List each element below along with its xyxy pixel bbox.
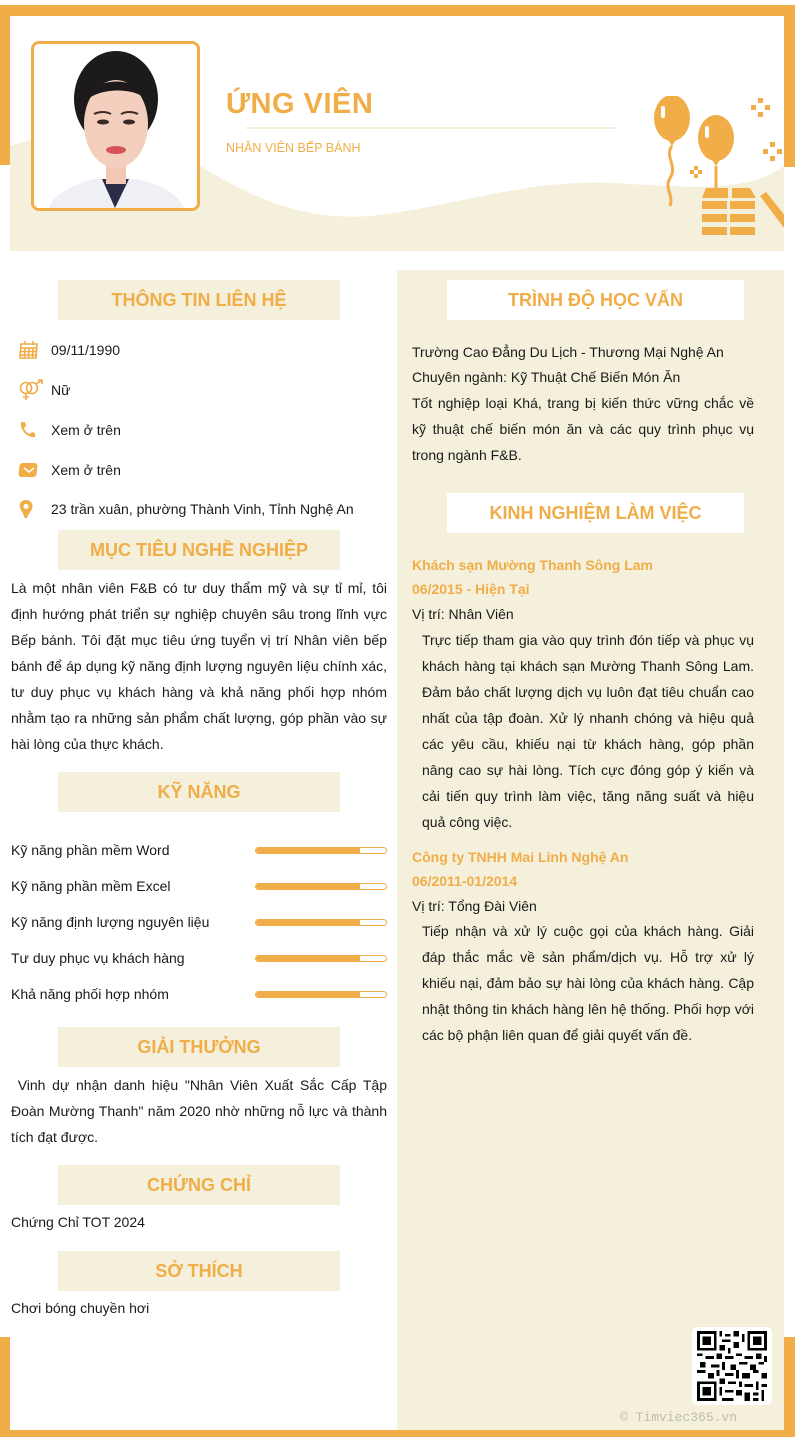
section-title-experience: KINH NGHIỆM LÀM VIỆC <box>447 493 744 533</box>
education-description: Tốt nghiệp loại Khá, trang bị kiến thức vững chắc về kỹ thuật chế biến món ăn và các quy trình phục vụ trong ngành F&B. <box>412 395 754 463</box>
name-divider <box>246 127 616 129</box>
awards-text: Vinh dự nhận danh hiệu "Nhân Viên Xuất Sắc Cấp Tập Đoàn Mường Thanh" năm 2020 nhờ những nỗ lực và thành tích đạt được. <box>11 1077 391 1145</box>
contact-phone: Xem ở trên <box>51 422 121 438</box>
contact-gender: Nữ <box>51 382 71 398</box>
hobbies-text: Chơi bóng chuyền hơi <box>11 1300 150 1316</box>
certificates-text: Chứng Chỉ TOT 2024 <box>11 1214 145 1230</box>
candidate-photo <box>34 44 197 208</box>
contact-item-phone <box>18 418 121 442</box>
watermark-text: © Timviec365.vn <box>620 1410 738 1425</box>
job-period: 06/2015 - Hiện Tại <box>412 581 530 597</box>
skill-bar <box>255 847 387 854</box>
frame-top-bar <box>0 5 795 16</box>
job-position: Vị trí: Nhân Viên <box>412 606 514 622</box>
skill-bar <box>255 991 387 998</box>
contact-item-birthdate <box>18 338 120 362</box>
section-title-objective: MỤC TIÊU NGHỀ NGHIỆP <box>58 530 340 570</box>
frame-left-bottom-bar <box>0 1337 10 1437</box>
contact-address: 23 trần xuân, phường Thành Vinh, Tỉnh Nghệ An <box>51 501 354 517</box>
cv-header <box>10 16 784 251</box>
education-school: Trường Cao Đẳng Du Lịch - Thương Mại Nghệ An <box>412 344 724 360</box>
contact-email: Xem ở trên <box>51 462 121 478</box>
job-period: 06/2011-01/2014 <box>412 873 518 889</box>
contact-item-address <box>18 497 354 521</box>
skill-bar <box>255 955 387 962</box>
skill-bar-fill <box>256 884 360 889</box>
skill-row <box>11 912 387 932</box>
skill-row <box>11 948 387 968</box>
skill-row <box>11 984 387 1004</box>
frame-right-bottom-bar <box>784 1337 795 1437</box>
objective-text: Là một nhân viên F&B có tư duy thẩm mỹ và sự tỉ mỉ, tôi định hướng phát triển sự nghiệp chuyên sâu trong lĩnh vực Bếp bánh. Tôi đặt mục tiêu ứng tuyển vị trí Nhân viên bếp bánh để áp dụng kỹ năng định lượng nguyên liệu chính xác, tư duy phục vụ khách hàng và khả năng phối hợp nhóm nhằm tạo ra những sản phẩm chất lượng, góp phần vào sự hài lòng của thực khách. <box>11 580 387 752</box>
candidate-name: ỨNG VIÊN <box>226 88 374 120</box>
job-position: Vị trí: Tổng Đài Viên <box>412 898 537 914</box>
job-title: NHÂN VIÊN BẾP BÁNH <box>226 141 361 155</box>
job-company: Công ty TNHH Mai Linh Nghệ An <box>412 849 629 865</box>
skill-label: Kỹ năng phần mềm Excel <box>11 878 171 894</box>
skill-label: Kỹ năng định lượng nguyên liệu <box>11 914 210 930</box>
section-title-awards: GIẢI THƯỞNG <box>58 1027 340 1067</box>
skill-bar-fill <box>256 920 360 925</box>
job-description: Tiếp nhận và xử lý cuộc gọi của khách hàng. Giải đáp thắc mắc về sản phẩm/dịch vụ. Hỗ trợ xử lý khiếu nại, đảm bảo sự hài lòng của khách hàng. Cập nhật thông tin khách hàng lên hệ thống. Phối hợp với các bộ phận liên quan để giải quyết vấn đề. <box>422 923 754 1043</box>
frame-bottom-bar <box>0 1430 795 1437</box>
contact-item-gender <box>18 378 70 402</box>
section-title-education: TRÌNH ĐỘ HỌC VẤN <box>447 280 744 320</box>
location-pin-icon <box>18 498 44 520</box>
skill-bar <box>255 919 387 926</box>
section-title-skills: KỸ NĂNG <box>58 772 340 812</box>
skill-bar-fill <box>256 992 360 997</box>
qr-code-icon[interactable] <box>692 1327 772 1405</box>
gender-icon <box>18 379 44 401</box>
calendar-icon <box>18 339 44 361</box>
contact-item-email <box>18 458 121 482</box>
frame-left-bar <box>0 5 10 165</box>
job-company: Khách sạn Mường Thanh Sông Lam <box>412 557 653 573</box>
contact-birthdate: 09/11/1990 <box>51 342 121 358</box>
skill-label: Khả năng phối hợp nhóm <box>11 986 169 1002</box>
skill-row <box>11 876 387 896</box>
section-title-certificates: CHỨNG CHỈ <box>58 1165 340 1205</box>
balloons-gift-icon <box>650 96 784 251</box>
skill-row <box>11 840 387 860</box>
email-icon <box>18 459 44 481</box>
section-title-hobbies: SỞ THÍCH <box>58 1251 340 1291</box>
skill-label: Kỹ năng phần mềm Word <box>11 842 170 858</box>
skill-label: Tư duy phục vụ khách hàng <box>11 950 185 966</box>
skill-bar-fill <box>256 956 360 961</box>
education-major: Chuyên ngành: Kỹ Thuật Chế Biến Món Ăn <box>412 369 681 385</box>
skill-bar-fill <box>256 848 360 853</box>
avatar <box>31 41 200 211</box>
skill-bar <box>255 883 387 890</box>
job-description: Trực tiếp tham gia vào quy trình đón tiếp và phục vụ khách hàng tại khách sạn Mường Thanh Sông Lam. Đảm bảo chất lượng dịch vụ luôn đạt tiêu chuẩn cao nhất của tập đoàn. Xử lý nhanh chóng và hiệu quả các yêu cầu, khiếu nại từ khách hàng, góp phần nâng cao sự hài lòng. Tích cực đóng góp ý kiến và cải tiến quy trình làm việc, tăng năng suất và hiệu quả công việc. <box>422 632 754 830</box>
phone-icon <box>18 419 44 441</box>
frame-right-bar <box>784 5 795 167</box>
section-title-contact: THÔNG TIN LIÊN HỆ <box>58 280 340 320</box>
